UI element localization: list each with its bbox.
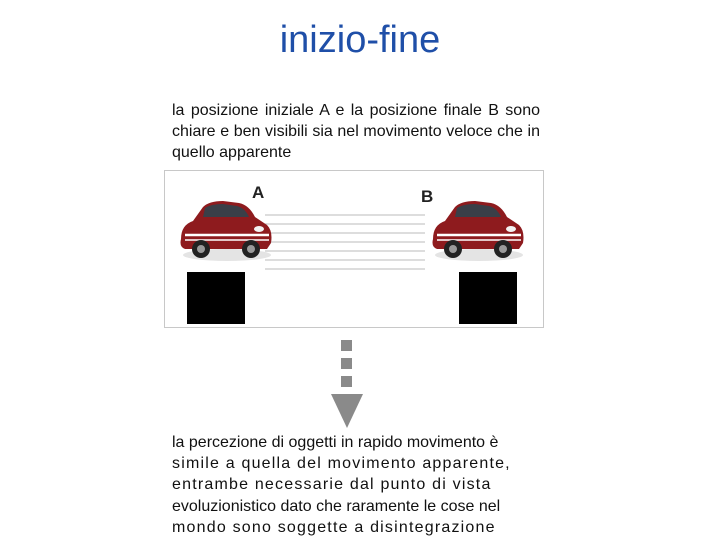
conclusion-paragraph <box>172 432 540 538</box>
black-block-end <box>459 272 517 324</box>
black-block-start <box>187 272 245 324</box>
car-start-icon <box>175 195 275 265</box>
motion-diagram <box>164 170 544 328</box>
conclusion-line: evoluzionistico dato che raramente le cose nel <box>172 497 501 515</box>
conclusion-line: simile a quella del movimento apparente, <box>172 455 511 473</box>
label-end-b: B <box>421 187 434 206</box>
conclusion-line: mondo sono soggette a disintegrazione <box>172 518 496 536</box>
motion-trail-lines <box>265 209 425 281</box>
page-title: inizio-fine <box>279 19 441 61</box>
label-start-a: A <box>252 183 265 202</box>
conclusion-line: la percezione di oggetti in rapido movimento è <box>172 434 499 451</box>
down-arrow-icon <box>330 338 364 430</box>
intro-paragraph: la posizione iniziale A e la posizione finale B sono chiare e ben visibili sia nel movimento veloce che in quello apparente <box>172 102 540 161</box>
conclusion-line: entrambe necessarie dal punto di vista <box>172 476 492 494</box>
car-end-icon <box>427 195 527 265</box>
